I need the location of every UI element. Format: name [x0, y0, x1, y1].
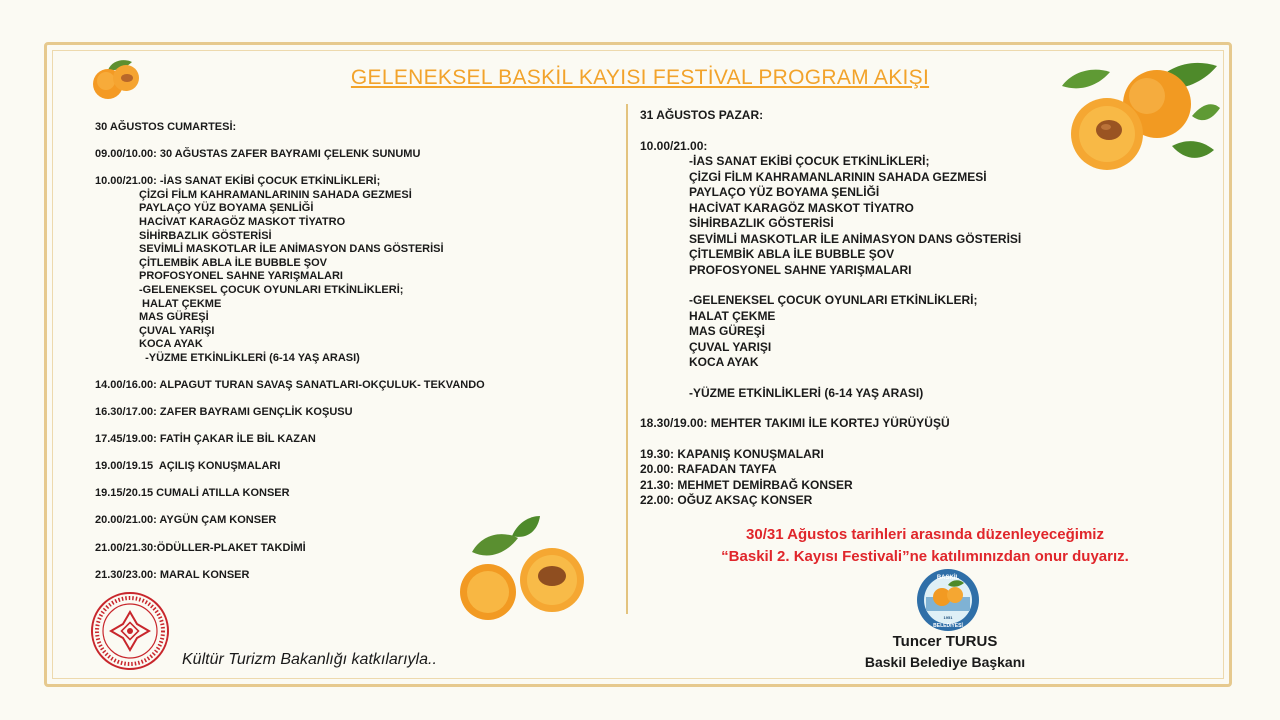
- logo-bottom-text: BELEDİYESİ: [933, 623, 963, 629]
- program-line: ÇİTLEMBİK ABLA İLE BUBBLE ŞOV: [139, 256, 328, 269]
- spacer: [95, 501, 615, 515]
- spacer: [640, 432, 1120, 447]
- program-line: 20.00: RAFADAN TAYFA: [640, 462, 777, 476]
- municipality-logo-icon: [906, 567, 990, 633]
- mayor-name: Tuncer TURUS: [892, 633, 998, 650]
- logo-year: 1951: [943, 615, 953, 620]
- program-line: -GELENEKSEL ÇOCUK OYUNLARI ETKİNLİKLERİ;: [689, 293, 978, 307]
- program-line: 22.00: OĞUZ AKSAÇ KONSER: [640, 493, 813, 507]
- program-line: HACİVAT KARAGÖZ MASKOT TİYATRO: [139, 215, 346, 228]
- program-line: PAYLAÇO YÜZ BOYAMA ŞENLİĞİ: [139, 202, 314, 215]
- program-line: SİHİRBAZLIK GÖSTERİSİ: [139, 229, 272, 242]
- spacer: [95, 135, 615, 149]
- day2-program: [640, 108, 1120, 509]
- spacer: [95, 162, 615, 176]
- logo-top-text: BASKİL: [936, 575, 960, 581]
- program-line: HALAT ÇEKME: [689, 308, 776, 323]
- spacer: [95, 420, 615, 434]
- program-line: 10.00/21.00: -İAS SANAT EKİBİ ÇOCUK ETKİNLİKLERİ;: [95, 175, 381, 188]
- program-line: SEVİMLİ MASKOTLAR İLE ANİMASYON DANS GÖSTERİSİ: [139, 243, 444, 256]
- invitation-line-1: 30/31 Ağustos tarihleri arasında düzenleyeceğimiz: [746, 526, 1104, 543]
- program-line: 19.30: KAPANIŞ KONUŞMALARI: [640, 446, 824, 461]
- day1-program: [95, 121, 615, 582]
- program-line: 14.00/16.00: ALPAGUT TURAN SAVAŞ SANATLARI-OKÇULUK- TEKVANDO: [95, 379, 485, 391]
- spacer: [95, 447, 615, 461]
- spacer: [640, 278, 1120, 293]
- program-line: 16.30/17.00: ZAFER BAYRAMI GENÇLİK KOŞUSU: [95, 406, 353, 419]
- spacer: [640, 401, 1120, 416]
- program-line: -GELENEKSEL ÇOCUK OYUNLARI ETKİNLİKLERİ;: [139, 283, 404, 296]
- invitation-line-2: “Baskil 2. Kayısı Festivali”ne katılımınızdan onur duyarız.: [721, 548, 1129, 565]
- program-line: 21.00/21.30:ÖDÜLLER-PLAKET TAKDİMİ: [95, 541, 306, 554]
- program-line: ÇİTLEMBİK ABLA İLE BUBBLE ŞOV: [689, 247, 895, 261]
- program-line: ÇİZGİ FİLM KAHRAMANLARININ SAHADA GEZMESİ: [139, 188, 412, 201]
- page-title: GELENEKSEL BASKİL KAYISI FESTİVAL PROGRAM AKIŞI: [350, 66, 930, 89]
- mayor-title: Baskil Belediye Başkanı: [864, 654, 1026, 670]
- ministry-thanks: Kültür Turizm Bakanlığı katkılarıyla..: [182, 651, 437, 668]
- program-line: ÇİZGİ FİLM KAHRAMANLARININ SAHADA GEZMESİ: [689, 169, 987, 184]
- program-line: 10.00/21.00:: [640, 138, 708, 153]
- program-line: 21.30: MEHMET DEMİRBAĞ KONSER: [640, 477, 853, 492]
- program-line: KOCA AYAK: [139, 338, 203, 351]
- program-line: 17.45/19.00: FATİH ÇAKAR İLE BİL KAZAN: [95, 433, 316, 446]
- program-line: 19.15/20.15 CUMALİ ATILLA KONSER: [95, 487, 290, 500]
- program-line: PAYLAÇO YÜZ BOYAMA ŞENLİĞİ: [689, 185, 880, 199]
- spacer: [640, 371, 1120, 386]
- program-line: 09.00/10.00: 30 AĞUSTAS ZAFER BAYRAMI ÇELENK SUNUMU: [95, 148, 421, 161]
- program-line: 19.00/19.15 AÇILIŞ KONUŞMALARI: [95, 460, 281, 473]
- program-line: -YÜZME ETKİNLİKLERİ (6-14 YAŞ ARASI): [139, 351, 360, 364]
- signature-block: [815, 632, 1075, 672]
- program-line: -İAS SANAT EKİBİ ÇOCUK ETKİNLİKLERİ;: [689, 154, 930, 168]
- apricot-small-icon: [86, 56, 146, 102]
- spacer: [95, 528, 615, 542]
- spacer: [95, 555, 615, 569]
- program-line: SEVİMLİ MASKOTLAR İLE ANİMASYON DANS GÖSTERİSİ: [689, 231, 1022, 246]
- program-line: -YÜZME ETKİNLİKLERİ (6-14 YAŞ ARASI): [689, 385, 924, 400]
- spacer: [95, 393, 615, 407]
- program-line: 18.30/19.00: MEHTER TAKIMI İLE KORTEJ YÜRÜYÜŞÜ: [640, 416, 950, 430]
- program-line: ÇUVAL YARIŞI: [689, 339, 772, 354]
- ministry-seal-icon: [79, 590, 181, 672]
- program-line: HACİVAT KARAGÖZ MASKOT TİYATRO: [689, 200, 914, 215]
- program-line: MAS GÜREŞİ: [139, 311, 209, 324]
- program-line: PROFOSYONEL SAHNE YARIŞMALARI: [689, 262, 912, 277]
- program-line: SİHİRBAZLIK GÖSTERİSİ: [689, 216, 834, 230]
- spacer: [640, 124, 1120, 139]
- program-line: 20.00/21.00: AYGÜN ÇAM KONSER: [95, 514, 277, 527]
- spacer: [95, 366, 615, 380]
- program-line: KOCA AYAK: [689, 355, 759, 369]
- spacer: [95, 474, 615, 488]
- program-line: 31 AĞUSTOS PAZAR:: [640, 108, 764, 122]
- program-line: 30 AĞUSTOS CUMARTESİ:: [95, 121, 237, 133]
- program-line: PROFOSYONEL SAHNE YARIŞMALARI: [139, 270, 343, 283]
- program-line: MAS GÜREŞİ: [689, 324, 766, 338]
- program-line: HALAT ÇEKME: [139, 297, 222, 310]
- program-line: 21.30/23.00: MARAL KONSER: [95, 568, 250, 581]
- invitation-message: [620, 524, 1230, 568]
- program-line: ÇUVAL YARIŞI: [139, 324, 215, 337]
